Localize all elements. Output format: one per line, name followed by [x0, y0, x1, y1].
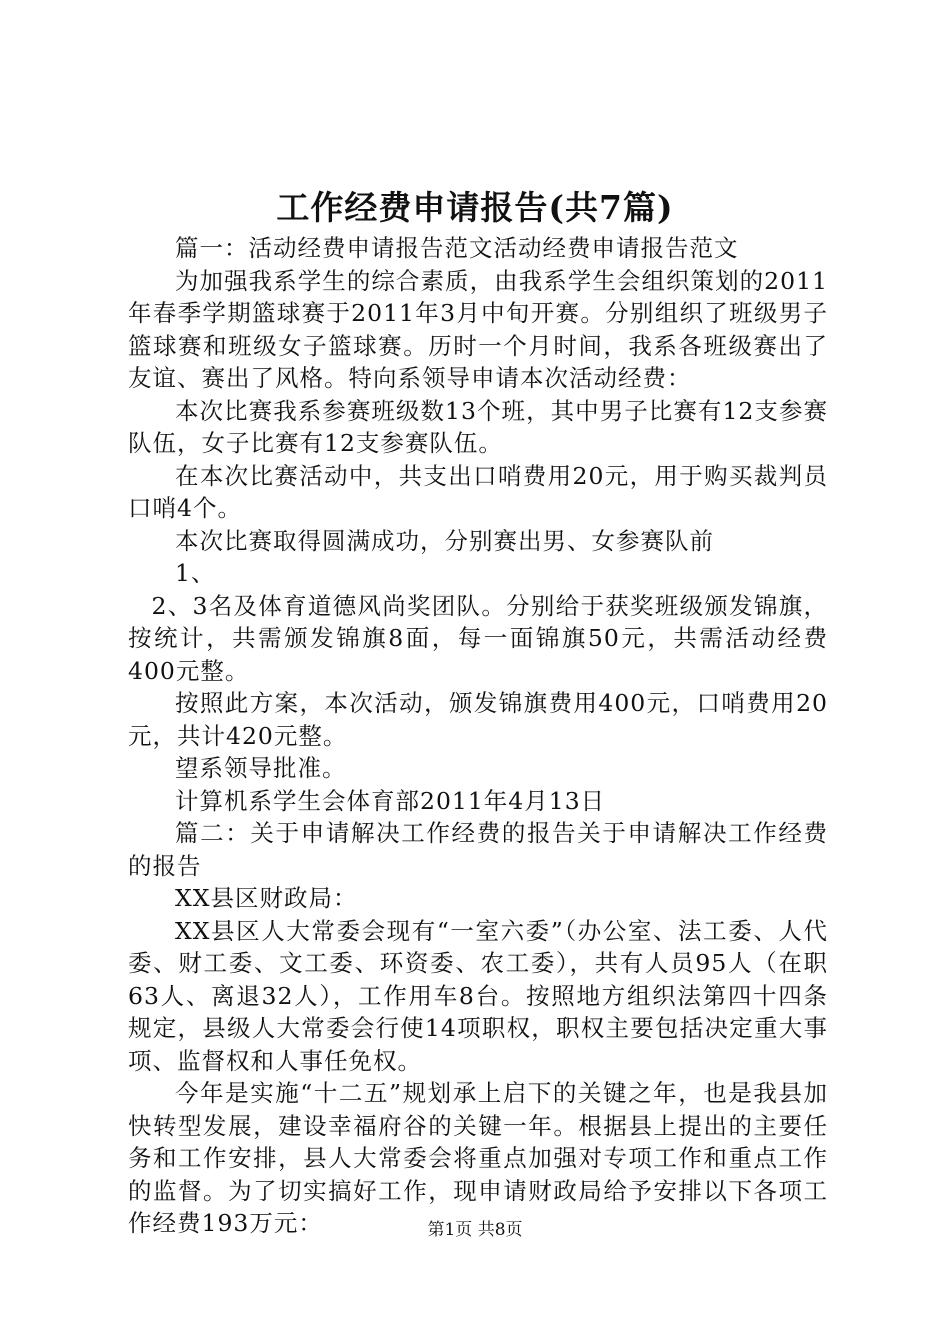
- paragraph: 在本次比赛活动中，共支出口哨费用20元，用于购买裁判员口哨4个。: [128, 461, 828, 522]
- paragraph: 篇一：活动经费申请报告范文活动经费申请报告范文: [175, 234, 739, 262]
- paragraph: 篇二：关于申请解决工作经费的报告关于申请解决工作经费的报告: [128, 819, 828, 880]
- paragraph: 本次比赛我系参赛班级数13个班，其中男子比赛有12支参赛队伍，女子比赛有12支参赛队伍。: [128, 396, 828, 457]
- paragraph: 本次比赛取得圆满成功，分别赛出男、女参赛队前: [175, 526, 714, 555]
- paragraph: XX县区人大常委会现有“一室六委”（办公室、法工委、人代委、财工委、文工委、环资委、农工委），共有人员95人（在职63人、离退32人），工作用车8台。按照地方组织法第四十四条规定，县级人大常委会行使14项职权，职权主要包括决定重大事项、监督权和人事任免权。: [128, 916, 828, 1075]
- document-body: [128, 232, 828, 1240]
- paragraph: 为加强我系学生的综合素质，由我系学生会组织策划的2011年春季学期篮球赛于2011年3月中旬开赛。分别组织了班级男子篮球赛和班级女子篮球赛。历时一个月时间，我系各班级赛出了友谊、赛出了风格。特向系领导申请本次活动经费：: [128, 266, 828, 392]
- document-title: 工作经费申请报告(共7篇): [276, 188, 674, 227]
- paragraph: 计算机系学生会体育部2011年4月13日: [175, 786, 606, 815]
- paragraph: 按照此方案，本次活动，颁发锦旗费用400元，口哨费用20元，共计420元整。: [128, 689, 828, 750]
- paragraph: 今年是实施“十二五”规划承上启下的关键之年，也是我县加快转型发展，建设幸福府谷的关键一年。根据县上提出的主要任务和工作安排，县人大常委会将重点加强对专项工作和重点工作的监督。为了切实搞好工作，现申请财政局给予安排以下各项工作经费193万元：: [128, 1079, 828, 1237]
- paragraph: XX县区财政局：: [175, 884, 358, 912]
- paragraph: 2、3名及体育道德风尚奖团队。分别给于获奖班级颁发锦旗，按统计，共需颁发锦旗8面，每一面锦旗50元，共需活动经费400元整。: [128, 591, 828, 685]
- page-footer: 第1页 共8页: [427, 1220, 523, 1240]
- paragraph: 1、: [175, 559, 216, 587]
- paragraph: 望系领导批准。: [175, 754, 347, 782]
